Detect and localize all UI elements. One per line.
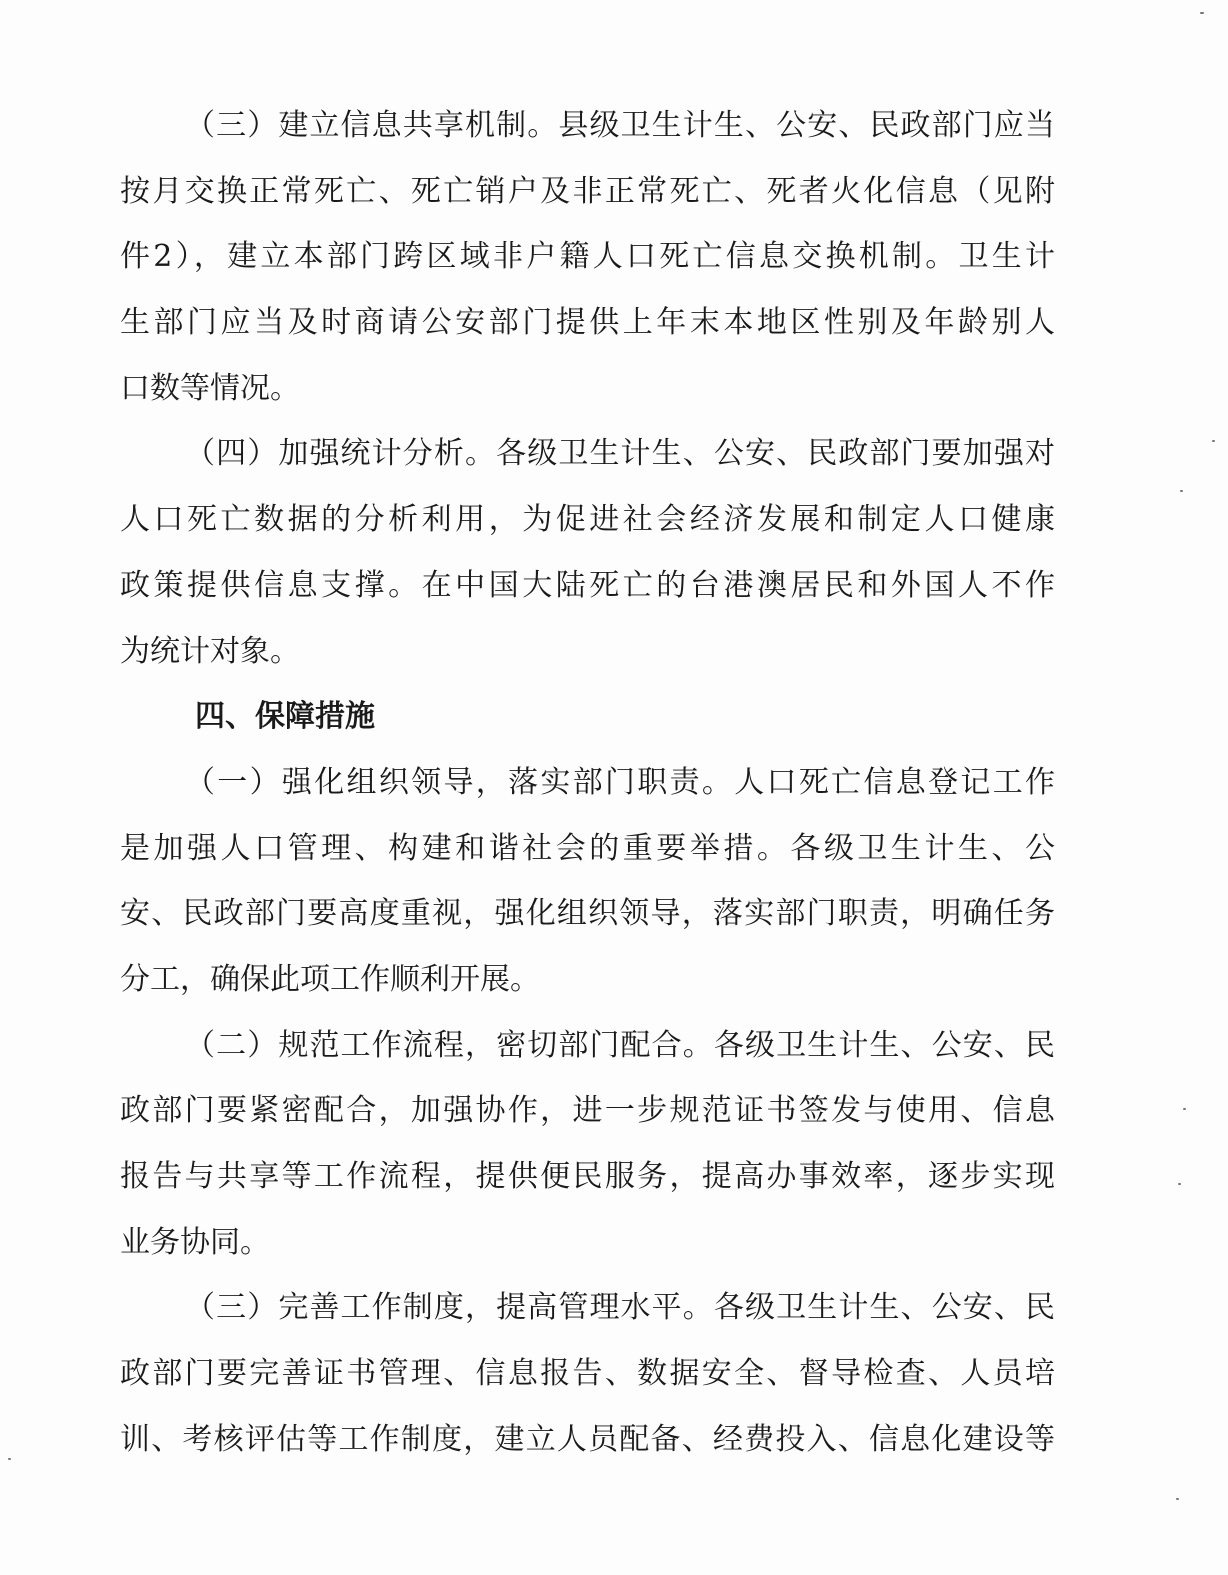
section-heading: 四、保障措施 <box>195 699 375 735</box>
paragraph-line: （一）强化组织领导，落实部门职责。人口死亡信息登记工作 <box>185 764 1055 800</box>
paragraph-line: 人口死亡数据的分析利用，为促进社会经济发展和制定人口健康 <box>120 502 1055 538</box>
paragraph-line: 政部门要完善证书管理、信息报告、数据安全、督导检查、人员培 <box>120 1356 1055 1392</box>
paragraph-line: 为统计对象。 <box>120 633 300 669</box>
paragraph-line: 按月交换正常死亡、死亡销户及非正常死亡、死者火化信息（见附 <box>120 173 1055 209</box>
scan-speck <box>8 1458 11 1460</box>
scan-speck <box>1212 440 1215 442</box>
document-body <box>120 93 1055 1472</box>
scan-speck <box>1200 12 1204 14</box>
scan-speck <box>1176 1498 1179 1500</box>
paragraph-line: 报告与共享等工作流程，提供便民服务，提高办事效率，逐步实现 <box>120 1159 1055 1194</box>
paragraph-line: 件2），建立本部门跨区域非户籍人口死亡信息交换机制。卫生计 <box>120 239 1055 275</box>
scan-speck <box>1180 490 1183 492</box>
paragraph-line: 生部门应当及时商请公安部门提供上年末本地区性别及年龄别人 <box>120 305 1055 341</box>
paragraph-line: 分工，确保此项工作顺利开展。 <box>120 961 540 997</box>
paragraph-line: 训、考核评估等工作制度，建立人员配备、经费投入、信息化建设等 <box>120 1421 1055 1457</box>
paragraph-line: 安、民政部门要高度重视，强化组织领导，落实部门职责，明确任务 <box>120 896 1055 932</box>
scan-speck <box>1183 1108 1186 1110</box>
paragraph-line: （三）完善工作制度，提高管理水平。各级卫生计生、公安、民 <box>185 1290 1055 1326</box>
paragraph-line: （三）建立信息共享机制。县级卫生计生、公安、民政部门应当 <box>185 108 1055 143</box>
scan-speck <box>1178 1183 1181 1185</box>
paragraph-line: （二）规范工作流程，密切部门配合。各级卫生计生、公安、民 <box>185 1027 1055 1063</box>
paragraph-line: （四）加强统计分析。各级卫生计生、公安、民政部门要加强对 <box>185 436 1055 472</box>
paragraph-line: 业务协同。 <box>120 1224 270 1260</box>
paragraph-line: 政部门要紧密配合，加强协作，进一步规范证书签发与使用、信息 <box>120 1093 1055 1129</box>
paragraph-line: 是加强人口管理、构建和谐社会的重要举措。各级卫生计生、公 <box>120 830 1055 866</box>
paragraph-line: 口数等情况。 <box>120 370 300 406</box>
paragraph-line: 政策提供信息支撑。在中国大陆死亡的台港澳居民和外国人不作 <box>120 567 1055 603</box>
